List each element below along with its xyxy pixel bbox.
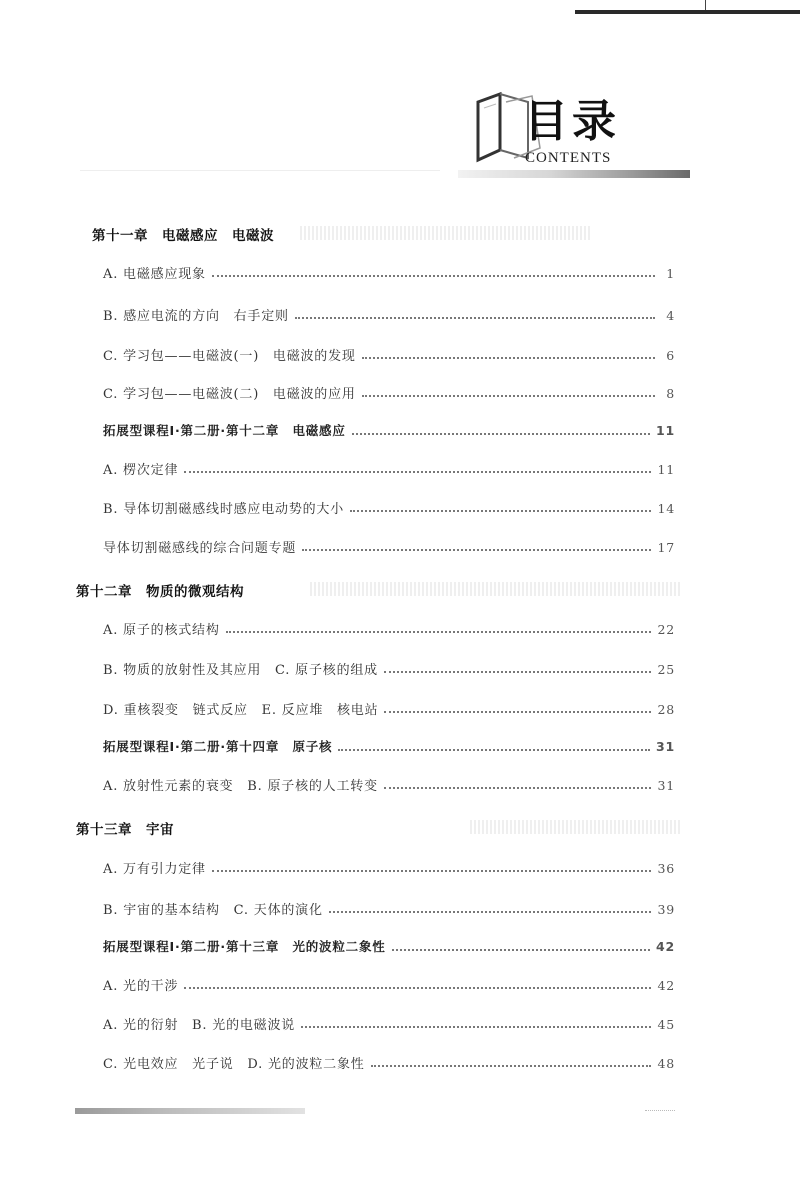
chapter-title: 第十一章 电磁感应 电磁波 <box>92 228 274 244</box>
entry-page: 42 <box>657 978 675 993</box>
entry-label: C. 光电效应 光子说 D. 光的波粒二象性 <box>103 1057 365 1072</box>
entry-label: 导体切割磁感线的综合问题专题 <box>103 541 297 556</box>
footer-mark <box>645 1100 675 1111</box>
chapter-title: 第十二章 物质的微观结构 <box>76 584 244 600</box>
footer-gradient-bar <box>75 1108 305 1114</box>
page-title: 目录 <box>524 96 620 147</box>
leader-dots <box>384 786 652 789</box>
entry-label: A. 电磁感应现象 <box>103 267 206 282</box>
entry-page: 42 <box>656 939 675 954</box>
entry-page: 36 <box>657 861 675 876</box>
chapter-title: 第十三章 宇宙 <box>76 822 174 838</box>
entry-page: 6 <box>666 348 675 363</box>
entry-page: 11 <box>657 462 675 477</box>
toc-entry[interactable] <box>103 699 675 719</box>
leader-dots <box>212 274 655 277</box>
leader-dots <box>302 548 651 551</box>
toc-entry[interactable] <box>103 345 675 365</box>
chapter-shade <box>310 582 680 596</box>
leader-dots <box>184 986 651 989</box>
toc-entry[interactable] <box>103 1014 675 1034</box>
leader-dots <box>362 356 655 359</box>
entry-page: 31 <box>656 739 675 754</box>
entry-page: 39 <box>657 902 675 917</box>
toc-entry-extension[interactable] <box>103 737 675 757</box>
toc-entry[interactable] <box>103 305 675 325</box>
entry-page: 22 <box>657 622 675 637</box>
entry-label: B. 导体切割磁感线时感应电动势的大小 <box>103 502 345 517</box>
leader-dots <box>212 869 652 872</box>
entry-page: 45 <box>657 1017 675 1032</box>
entry-label: 拓展型课程Ⅰ·第二册·第十四章 原子核 <box>103 739 333 754</box>
leader-dots <box>338 748 650 751</box>
toc-entry[interactable] <box>103 858 675 878</box>
entry-label: A. 楞次定律 <box>103 463 179 478</box>
entry-label: A. 光的干涉 <box>103 979 179 994</box>
entry-page: 31 <box>657 778 675 793</box>
entry-page: 28 <box>657 702 675 717</box>
page-subtitle: CONTENTS <box>525 150 612 166</box>
leader-dots <box>226 630 652 633</box>
toc-entry[interactable] <box>103 975 675 995</box>
entry-label: D. 重核裂变 链式反应 E. 反应堆 核电站 <box>103 703 379 718</box>
entry-page: 48 <box>657 1056 675 1071</box>
entry-label: B. 宇宙的基本结构 C. 天体的演化 <box>103 903 323 918</box>
entry-page: 14 <box>657 501 675 516</box>
leader-dots <box>301 1025 651 1028</box>
leader-dots <box>352 432 650 435</box>
leader-dots <box>371 1064 652 1067</box>
entry-label: A. 万有引力定律 <box>103 862 206 877</box>
entry-page: 25 <box>657 662 675 677</box>
leader-dots <box>362 394 655 397</box>
leader-dots <box>184 470 651 473</box>
entry-label: A. 光的衍射 B. 光的电磁波说 <box>103 1018 296 1033</box>
leader-dots <box>392 948 650 951</box>
toc-entry[interactable] <box>103 899 675 919</box>
toc-entry[interactable] <box>103 619 675 639</box>
entry-label: 拓展型课程Ⅰ·第二册·第十二章 电磁感应 <box>103 423 346 438</box>
entry-label: 拓展型课程Ⅰ·第二册·第十三章 光的波粒二象性 <box>103 939 386 954</box>
leader-dots <box>350 509 651 512</box>
entry-page: 4 <box>666 308 675 323</box>
entry-label: A. 放射性元素的衰变 B. 原子核的人工转变 <box>103 779 378 794</box>
entry-page: 17 <box>657 540 675 555</box>
toc-entry[interactable] <box>103 459 675 479</box>
chapter-shade <box>470 820 680 834</box>
toc-entry[interactable] <box>103 537 675 557</box>
toc-entry[interactable] <box>103 659 675 679</box>
entry-label: A. 原子的核式结构 <box>103 623 220 638</box>
leader-dots <box>329 910 652 913</box>
chapter-shade <box>300 226 590 240</box>
toc-entry[interactable] <box>103 498 675 518</box>
toc-entry-extension[interactable] <box>103 421 675 441</box>
leader-dots <box>384 670 652 673</box>
toc-entry-extension[interactable] <box>103 937 675 957</box>
toc-entry[interactable] <box>103 1053 675 1073</box>
entry-page: 8 <box>666 386 675 401</box>
entry-label: B. 感应电流的方向 右手定则 <box>103 309 289 324</box>
leader-dots <box>384 710 651 713</box>
toc-entry[interactable] <box>103 263 675 283</box>
entry-label: C. 学习包——电磁波(一) 电磁波的发现 <box>103 349 356 364</box>
toc-entry[interactable] <box>103 775 675 795</box>
leader-dots <box>295 316 655 319</box>
entry-page: 1 <box>666 266 675 281</box>
toc-entry[interactable] <box>103 383 675 403</box>
entry-label: C. 学习包——电磁波(二) 电磁波的应用 <box>103 387 356 402</box>
entry-page: 11 <box>656 423 675 438</box>
entry-label: B. 物质的放射性及其应用 C. 原子核的组成 <box>103 663 378 678</box>
